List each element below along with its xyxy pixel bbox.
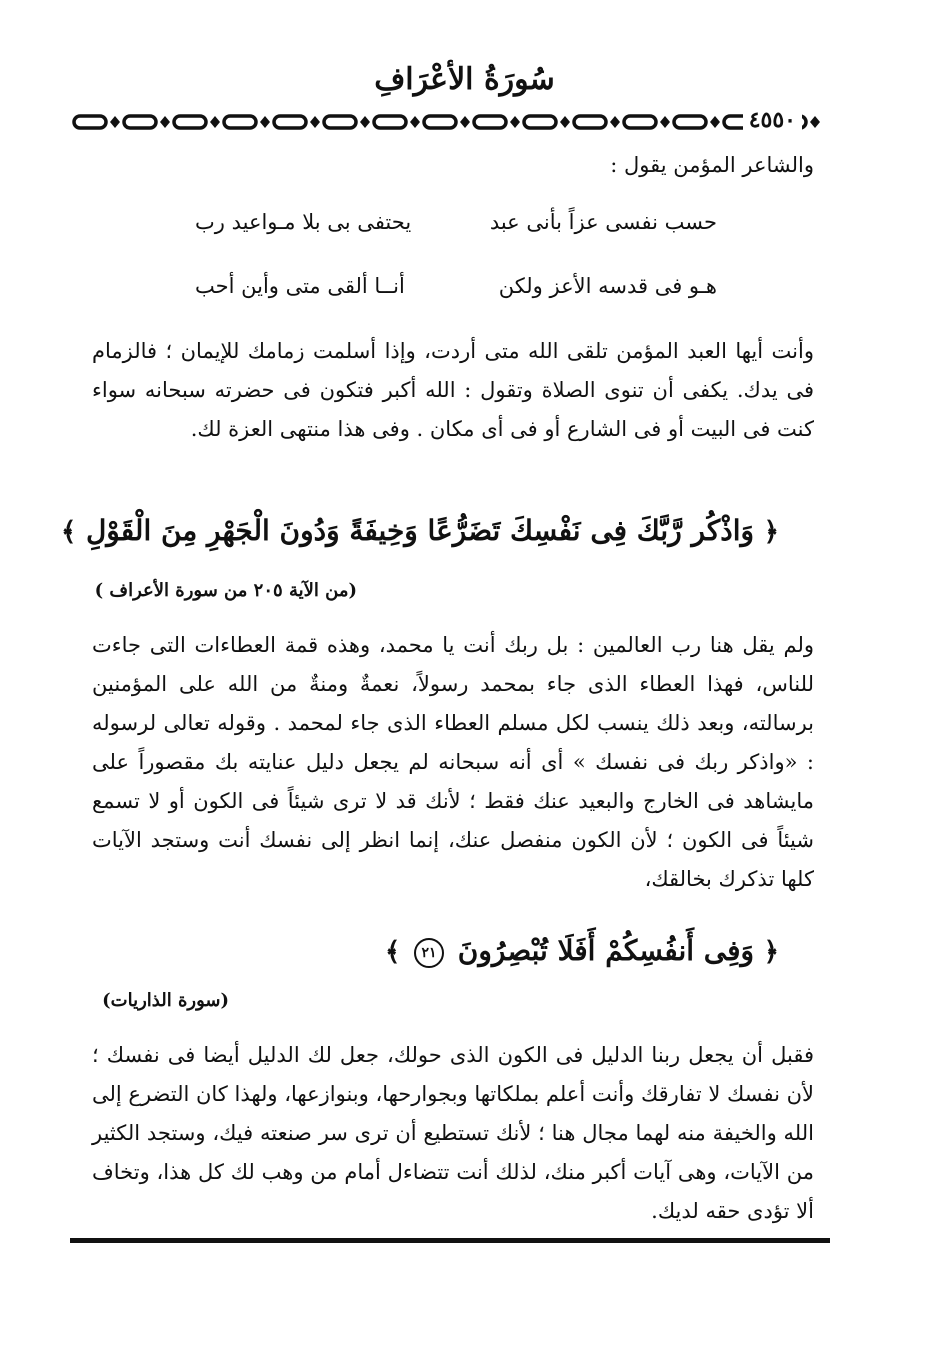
verse-citation: (من الآية ٢٠٥ من سورة الأعراف )	[94, 580, 357, 601]
border-oval-link	[474, 116, 506, 128]
border-diamond	[460, 116, 470, 128]
border-oval-link	[374, 116, 406, 128]
page-number: ٤٥٥٠	[743, 104, 802, 136]
border-diamond	[560, 116, 570, 128]
border-oval-link	[174, 116, 206, 128]
border-diamond	[260, 116, 270, 128]
bottom-rule	[70, 1238, 830, 1243]
poem-hemistich-first: هـو فى قدسه الأعز ولكن	[498, 274, 717, 298]
poem-line	[195, 202, 717, 242]
border-diamond	[610, 116, 620, 128]
header-border-row	[70, 104, 830, 140]
verse-bracket-open: ﴿	[763, 937, 779, 967]
quran-verse	[385, 934, 779, 968]
border-diamond	[160, 116, 170, 128]
border-oval-link	[424, 116, 456, 128]
border-diamond	[510, 116, 520, 128]
paragraph: فقبل أن يجعل ربنا الدليل فى الكون الذى حولك، جعل لك الدليل أيضا فى نفسك ؛ لأن نفسك لا تفارقك وأنت أعلم بملكاتها وبجوارحها، وبنوازعها، ولهذا كان التضرع إلى الله والخيفة منه لهما مجال هنا ؛ لأنك تستطيع أن ترى سر صنعته فيك، وستجد الكثير من الآيات، وهى آيات أكبر منك، لذلك أنت تتضاءل أمام من وهب لك كل هذا، وتخاف ألا تؤدى حقه لديك.	[92, 1043, 814, 1223]
poem-hemistich-second: يحتفى بى بلا مـواعيد رب	[195, 210, 412, 234]
verse-bracket-open: ﴿	[763, 517, 779, 547]
border-diamond	[110, 116, 120, 128]
poem-hemistich-second: أنــا ألقى متى وأين أحب	[195, 274, 405, 298]
border-diamond	[410, 116, 420, 128]
verse-text: وَاذْكُر رَّبَّكَ فِى نَفْسِكَ تَضَرُّعًا وَخِيفَةً وَدُونَ الْجَهْرِ مِنَ الْقَوْلِ	[85, 514, 755, 547]
border-diamond	[810, 116, 820, 128]
border-oval-link	[324, 116, 356, 128]
ornamental-chain-border	[70, 110, 830, 134]
quran-verse	[61, 514, 779, 547]
ayah-number-badge: ٢١	[414, 938, 444, 968]
poem-line	[195, 266, 717, 306]
poem-hemistich-first: حسب نفسى عزاً بأنى عبد	[489, 210, 717, 234]
border-oval-link	[574, 116, 606, 128]
border-diamond	[310, 116, 320, 128]
border-oval-link	[524, 116, 556, 128]
border-diamond	[210, 116, 220, 128]
verse-citation: (سورة الذاريات)	[102, 990, 229, 1011]
border-oval-link	[274, 116, 306, 128]
poem-intro: والشاعر المؤمن يقول :	[610, 153, 814, 177]
border-oval-link	[674, 116, 706, 128]
border-oval-link	[74, 116, 106, 128]
paragraph: وأنت أيها العبد المؤمن تلقى الله متى أردت، وإذا أسلمت زمامك للإيمان ؛ فالزمام فى يدك. يكفى أن تنوى الصلاة وتقول : الله أكبر فتكون فى حضرته سبحانه سواء كنت فى البيت أو فى الشارع أو فى أى مكان . وفى هذا منتهى العزة لك.	[92, 339, 814, 441]
border-diamond	[360, 116, 370, 128]
border-oval-link	[124, 116, 156, 128]
border-oval-link	[624, 116, 656, 128]
verse-bracket-close: ﴾	[60, 517, 77, 547]
border-diamond	[710, 116, 720, 128]
border-diamond	[660, 116, 670, 128]
verse-bracket-close: ﴾	[385, 937, 401, 967]
verse-text: وَفِى أَنفُسِكُمْ أَفَلَا تُبْصِرُونَ	[457, 934, 755, 967]
surah-title: سُورَةُ الأعْرَافِ	[374, 62, 555, 97]
paragraph: ولم يقل هنا رب العالمين : بل ربك أنت يا محمد، وهذه قمة العطاءات التى جاءت للناس، فهذا العطاء الذى جاء بمحمد رسولاً، نعمةٌ ومنةٌ من الله على المؤمنين برسالته، وبعد ذلك ينسب لكل مسلم العطاء الذى جاء لمحمد . وقوله تعالى لرسوله : «واذكر ربك فى نفسك » أى أنه سبحانه لم يجعل دليل عنايته بك مقصوراً على مايشاهد فى الخارج والبعيد عنك فقط ؛ لأنك قد لا ترى شيئاً فى الكون أو لا تسمع شيئاً فى الكون ؛ لأن الكون منفصل عنك، إنما انظر إلى نفسك أنت وستجد الآيات كلها تذكرك بخالقك،	[92, 633, 814, 891]
border-oval-link	[224, 116, 256, 128]
